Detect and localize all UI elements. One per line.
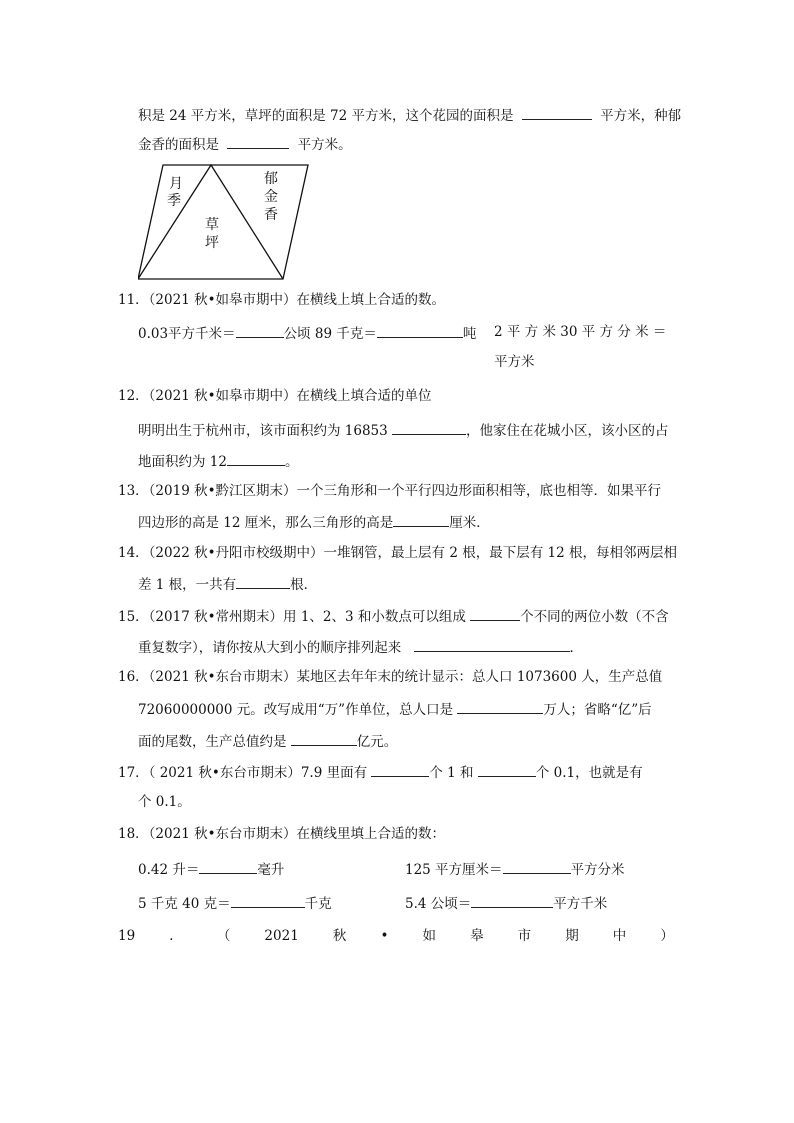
text-segment: 72060000000 元。改写成用“万”作单位，总人口是 xyxy=(138,702,454,718)
text-line xyxy=(405,892,607,914)
text-segment: 平方分米 xyxy=(570,862,625,878)
answer-blank[interactable] xyxy=(503,858,571,874)
label-cao-2: 坪 xyxy=(205,235,219,251)
text-segment: ，他家住在花城小区，该小区的占 xyxy=(466,423,669,439)
text-line xyxy=(138,104,681,126)
text-segment: 中 xyxy=(612,928,627,944)
text-segment: 0.42 升＝ xyxy=(138,862,200,878)
text-segment: 吨 xyxy=(462,326,477,342)
text-segment: 面的尾数，生产总值约是 xyxy=(138,734,287,750)
label-yu-2: 金 xyxy=(264,189,278,205)
text-segment: • xyxy=(380,928,389,944)
text-line xyxy=(138,858,284,880)
text-segment: 差 1 根，一共有 xyxy=(138,577,237,593)
text-segment: （ xyxy=(216,928,231,944)
text-segment: 个 0.1，也就是有 xyxy=(535,765,643,781)
text-line xyxy=(138,419,669,441)
text-segment: 如 xyxy=(422,928,436,944)
answer-blank[interactable] xyxy=(457,698,543,714)
text-line xyxy=(138,573,317,595)
text-segment: 5 千克 40 克＝ xyxy=(138,896,231,912)
answer-blank[interactable] xyxy=(227,450,285,466)
text-segment: 个 1 和 xyxy=(429,765,474,781)
question-18-head: 18．（2021 秋•东台市期末）在横线里填上合适的数： xyxy=(118,826,446,842)
text-line xyxy=(138,133,352,155)
answer-blank[interactable] xyxy=(291,730,357,746)
text-segment: 15．（2017 秋•常州期末）用 1、2、3 和小数点可以组成 xyxy=(118,609,466,625)
answer-blank[interactable] xyxy=(392,419,466,435)
answer-blank[interactable] xyxy=(236,322,284,338)
text-segment: 积是 24 平方米，草坪的面积是 72 平方米，这个花园的面积是 xyxy=(138,108,514,124)
text-line xyxy=(138,730,397,752)
question-12-head: 12．（2021 秋•如皋市期中）在横线上填合适的单位 xyxy=(118,388,432,404)
text-segment: 。 xyxy=(284,454,299,470)
text-segment: 5.4 公顷＝ xyxy=(405,896,472,912)
text-segment: 地面积约为 12 xyxy=(138,454,227,470)
answer-blank[interactable] xyxy=(478,761,536,777)
question-14-line1: 14．（2022 秋•丹阳市校级期中）一堆钢管，最上层有 2 根，最下层有 12 根，每相邻两层相 xyxy=(118,545,677,561)
text-segment: 市 xyxy=(517,928,532,944)
text-segment: 0.03平方千米＝ xyxy=(138,326,236,342)
text-segment: 重复数字），请你按从大到小的顺序排列起来 xyxy=(138,640,402,656)
text-segment: 万人；省略“亿”后 xyxy=(543,702,652,718)
answer-blank[interactable] xyxy=(471,892,553,908)
text-line xyxy=(138,892,332,914)
label-yueji-2: 季 xyxy=(167,193,181,209)
text-segment: 17．（ 2021 秋•东台市期末）7.9 里面有 xyxy=(118,765,368,781)
answer-blank[interactable] xyxy=(414,636,570,652)
text-segment: 2021 xyxy=(264,928,299,944)
text-line xyxy=(138,636,583,658)
text-segment: 皋 xyxy=(470,928,484,944)
label-yueji-1: 月 xyxy=(169,176,183,192)
question-19-head xyxy=(118,926,674,946)
question-11-row xyxy=(138,322,476,344)
question-11-row-right: 2 平 方 米 30 平 方 分 米 ＝ xyxy=(494,324,667,340)
text-segment: 125 平方厘米＝ xyxy=(405,862,503,878)
question-17-line2: 个 0.1。 xyxy=(138,794,191,810)
answer-blank[interactable] xyxy=(236,573,290,589)
text-line xyxy=(118,761,643,783)
text-segment: 个不同的两位小数（不含 xyxy=(520,609,669,625)
text-segment: 亿元。 xyxy=(356,734,398,750)
label-yu-1: 郁 xyxy=(264,171,278,187)
text-segment: 千克 xyxy=(304,896,332,912)
text-line xyxy=(138,450,298,472)
question-11-row-unit: 平方米 xyxy=(494,354,535,370)
text-segment: ． xyxy=(569,640,584,656)
garden-figure xyxy=(138,162,310,282)
text-segment: 明明出生于杭州市，该市面积约为 16853 xyxy=(138,423,388,439)
text-line xyxy=(138,698,652,720)
question-16-line1: 16．（2021 秋•东台市期末）某地区去年年末的统计显示：总人口 1073600 人，生产总值 xyxy=(118,669,663,685)
text-segment: 毫升 xyxy=(257,862,285,878)
label-cao-1: 草 xyxy=(205,217,219,233)
label-yu-3: 香 xyxy=(264,207,278,223)
answer-blank[interactable] xyxy=(371,761,429,777)
answer-blank[interactable] xyxy=(393,511,449,527)
answer-blank[interactable] xyxy=(377,322,463,338)
answer-blank[interactable] xyxy=(227,133,289,149)
text-segment: 公顷 89 千克＝ xyxy=(283,326,377,342)
text-segment: 秋 xyxy=(332,928,347,944)
text-segment: 根． xyxy=(290,577,318,593)
text-segment: 平方米。 xyxy=(297,137,352,153)
question-11-head: 11．（2021 秋•如皋市期中）在横线上填上合适的数。 xyxy=(118,292,446,308)
text-segment: 四边形的高是 12 厘米，那么三角形的高是 xyxy=(138,515,394,531)
text-segment: 平方千米 xyxy=(553,896,608,912)
text-segment: 期 xyxy=(565,928,579,944)
answer-blank[interactable] xyxy=(522,104,592,120)
text-segment: 厘米． xyxy=(449,515,490,531)
text-segment: ． xyxy=(169,928,183,944)
text-line xyxy=(118,605,669,627)
text-segment: 19 xyxy=(118,928,136,944)
text-segment: ） xyxy=(660,928,674,944)
answer-blank[interactable] xyxy=(231,892,305,908)
text-segment: 平方米，种郁 xyxy=(600,108,682,124)
text-segment: 金香的面积是 xyxy=(138,137,219,153)
parallelogram-outline xyxy=(138,165,308,279)
question-13-line1: 13．（2019 秋•黔江区期末）一个三角形和一个平行四边形面积相等，底也相等．如果平行 xyxy=(118,483,662,499)
text-line xyxy=(405,858,625,880)
text-line xyxy=(138,511,490,533)
answer-blank[interactable] xyxy=(470,605,520,621)
answer-blank[interactable] xyxy=(199,858,257,874)
